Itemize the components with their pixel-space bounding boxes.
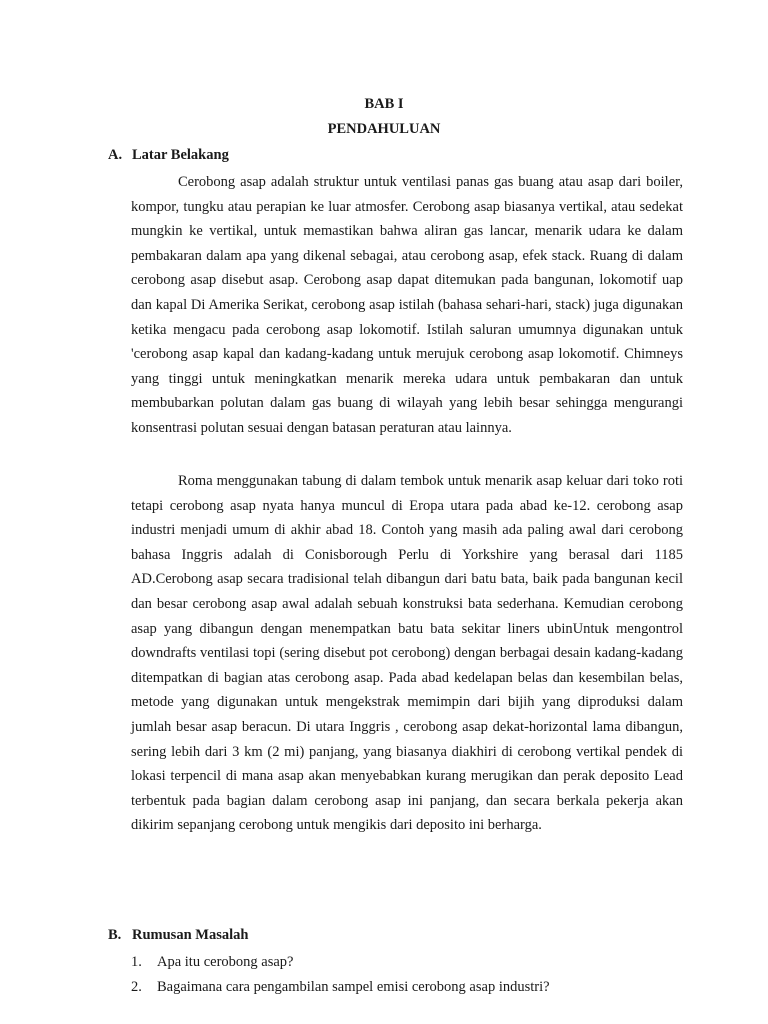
chapter-title: PENDAHULUAN (327, 121, 441, 137)
list-item-text: Bagaimana cara pengambilan sampel emisi cerobong asap industri? (157, 979, 550, 995)
paragraph-1: Cerobong asap adalah struktur untuk ventilasi panas gas buang atau asap dari boiler, kompor, tungku atau perapian ke luar atmosfer. Cerobong asap biasanya vertikal, atau sedekat mungkin ke vertikal, untuk memastikan bahwa aliran gas lancar, menarik udara ke dalam pembakaran dalam apa yang dikenal sebagai, atau cerobong asap, efek stack. Ruang di dalam cerobong asap disebut asap. Cerobong asap dapat ditemukan pada bangunan, lokomotif uap dan kapal Di Amerika Serikat, cerobong asap istilah (bahasa sehari-hari, stack) juga digunakan ketika mengacu pada cerobong asap lokomotif. Istilah saluran umumnya digunakan untuk 'cerobong asap kapal dan kadang-kadang untuk merujuk cerobong asap lokomotif. Chimneys yang tinggi untuk meningkatkan menarik mereka udara untuk pembakaran dan untuk membubarkan polutan dalam gas buang di wilayah yang lebih besar sehingga mengurangi konsentrasi polutan sesuai dengan batasan peraturan atau lainnya. (131, 174, 683, 436)
list-item-number: 1. (131, 954, 142, 970)
section-b-title: Rumusan Masalah (132, 927, 249, 943)
paragraph-2: Roma menggunakan tabung di dalam tembok untuk menarik asap keluar dari toko roti tetapi cerobong asap nyata hanya muncul di Eropa utara pada abad ke-12. cerobong asap industri menjadi umum di akhir abad 18. Contoh yang masih ada paling awal dari cerobong bahasa Inggris adalah di Conisborough Perlu di Yorkshire yang berasal dari 1185 AD.Cerobong asap secara tradisional telah dibangun dari batu bata, baik pada bangunan kecil dan besar cerobong asap awal adalah sebuah konstruksi bata sederhana. Kemudian cerobong asap yang dibangun dengan menempatkan batu bata sekitar liners ubinUntuk mengontrol downdrafts ventilasi topi (sering disebut pot cerobong) dengan berbagai desain kadang-kadang ditempatkan di bagian atas cerobong asap. Pada abad kedelapan belas dan kesembilan belas, metode yang digunakan untuk mengekstrak memimpin dari bijih yang diproduksi dalam jumlah besar asap beracun. Di utara Inggris , cerobong asap dekat-horizontal lama dibangun, sering lebih dari 3 km (2 mi) panjang, yang biasanya diakhiri di cerobong vertikal pendek di lokasi terpencil di mana asap akan menyebabkan kurang merugikan dan perak deposito Lead terbentuk pada bagian dalam cerobong asap ini panjang, dan secara berkala pekerja akan dikirim sepanjang cerobong untuk mengikis dari deposito ini berharga. (131, 473, 683, 834)
list-item-text: Apa itu cerobong asap? (157, 954, 294, 970)
section-a-letter: A. (108, 147, 123, 163)
list-item-number: 2. (131, 979, 142, 995)
section-b-heading (108, 927, 248, 944)
chapter-number: BAB I (364, 96, 404, 112)
section-a-title: Latar Belakang (132, 147, 229, 163)
question-list (131, 950, 683, 1000)
list-item (131, 975, 683, 1000)
list-item (131, 950, 683, 975)
section-b-letter: B. (108, 927, 122, 943)
section-a-heading (108, 147, 229, 164)
